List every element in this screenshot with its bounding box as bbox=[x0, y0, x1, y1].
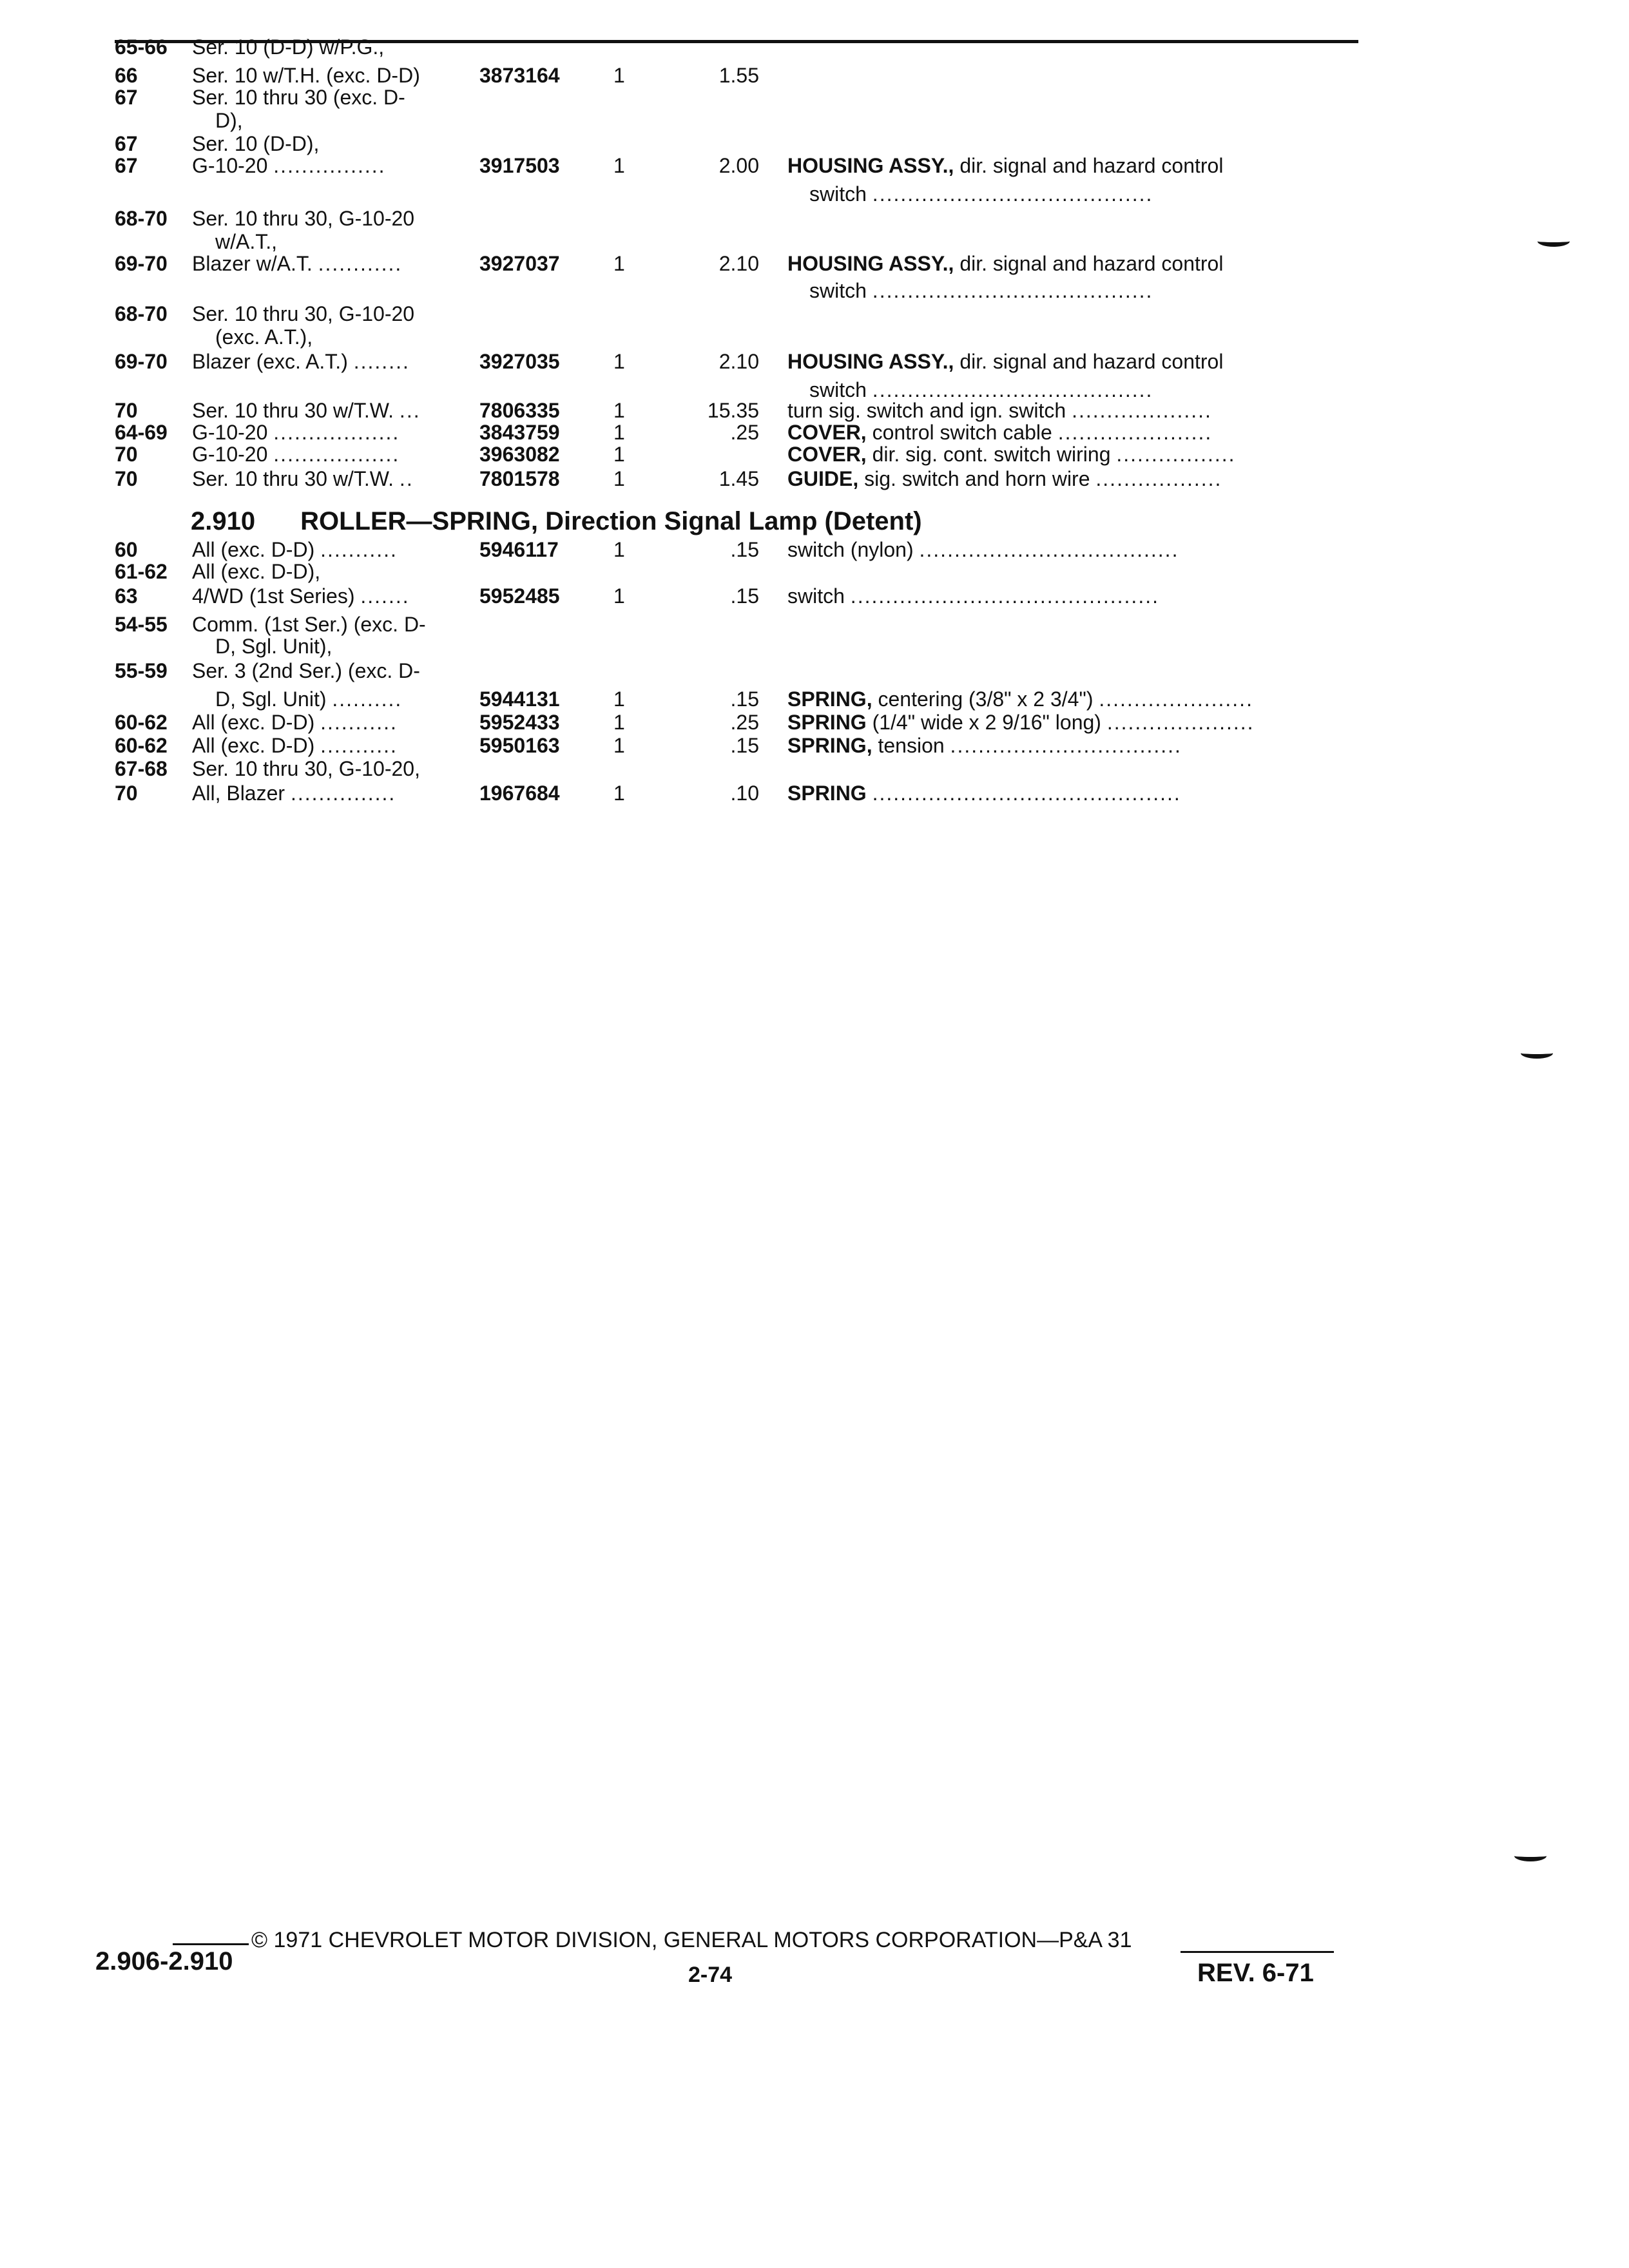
year-cell: 67 bbox=[115, 132, 138, 155]
part-row bbox=[0, 398, 1629, 423]
quantity-cell: 1 bbox=[613, 467, 625, 490]
dot-leader: .......... bbox=[332, 687, 403, 711]
part-row bbox=[0, 733, 1629, 758]
description-text: switch bbox=[787, 584, 845, 608]
part-row bbox=[0, 466, 1629, 491]
year-cell: 60-62 bbox=[115, 734, 168, 757]
application-cell bbox=[215, 687, 402, 711]
description-text: switch bbox=[809, 279, 867, 302]
description-text: turn sig. switch and ign. switch bbox=[787, 399, 1066, 422]
dot-leader: ........................................ bbox=[872, 182, 1153, 206]
application-text: 4/WD (1st Series) bbox=[192, 584, 355, 608]
year-cell: 67 bbox=[115, 86, 138, 109]
footer-section-range: 2.906-2.910 bbox=[95, 1947, 233, 1975]
year-cell: 66 bbox=[115, 64, 138, 87]
year-cell: 54-55 bbox=[115, 613, 168, 636]
part-row bbox=[0, 108, 1629, 133]
application-cell bbox=[192, 398, 421, 423]
application-text: Ser. 10 thru 30 w/T.W. bbox=[192, 399, 394, 422]
price-cell: 15.35 bbox=[707, 399, 759, 422]
dot-leader: .................. bbox=[273, 421, 400, 444]
part-row bbox=[0, 206, 1629, 231]
part-number-cell: 7806335 bbox=[479, 399, 560, 422]
footer-copyright: © 1971 CHEVROLET MOTOR DIVISION, GENERAL MOTORS CORPORATION—P&A 31 bbox=[251, 1928, 1132, 1952]
description-text: dir. signal and hazard control bbox=[959, 350, 1224, 373]
footer-revision: REV. 6-71 bbox=[1197, 1959, 1314, 1987]
punch-mark bbox=[1537, 236, 1570, 247]
application-cell: All (exc. D-D), bbox=[192, 560, 321, 583]
description-cell bbox=[787, 781, 1181, 805]
quantity-cell: 1 bbox=[613, 154, 625, 177]
quantity-cell: 1 bbox=[613, 734, 625, 757]
part-name: SPRING, bbox=[787, 734, 872, 757]
dot-leader: ..................................... bbox=[919, 538, 1179, 561]
application-text: Blazer w/A.T. bbox=[192, 252, 313, 275]
year-cell: 70 bbox=[115, 399, 138, 422]
dot-leader: .................... bbox=[1072, 399, 1212, 422]
application-cell bbox=[192, 584, 410, 608]
dot-leader: ...................... bbox=[1099, 687, 1253, 711]
parts-list bbox=[0, 0, 1629, 902]
application-cell bbox=[192, 710, 398, 735]
price-cell: 1.45 bbox=[718, 467, 759, 490]
dot-leader: ........ bbox=[353, 350, 410, 373]
footer-rule-right bbox=[1181, 1951, 1334, 1953]
description-text: dir. signal and hazard control bbox=[959, 252, 1224, 275]
part-row bbox=[0, 35, 1629, 59]
description-cell bbox=[809, 278, 1153, 303]
quantity-cell: 1 bbox=[613, 421, 625, 444]
quantity-cell: 1 bbox=[613, 64, 625, 87]
application-text: G-10-20 bbox=[192, 154, 268, 177]
footer-page-number: 2-74 bbox=[688, 1963, 733, 1987]
application-text: All (exc. D-D) bbox=[192, 734, 315, 757]
application-cell: Ser. 10 (D-D) w/P.G., bbox=[192, 35, 385, 59]
part-row bbox=[0, 634, 1629, 658]
footer-rule-left bbox=[173, 1943, 249, 1945]
part-number-cell: 5952485 bbox=[479, 584, 560, 608]
part-number-cell: 3927037 bbox=[479, 252, 560, 275]
application-text: Ser. 10 thru 30 w/T.W. bbox=[192, 467, 394, 490]
application-cell: Comm. (1st Ser.) (exc. D- bbox=[192, 613, 426, 636]
description-cell bbox=[787, 442, 1236, 466]
application-cell bbox=[192, 349, 410, 374]
application-text: D, Sgl. Unit) bbox=[215, 687, 327, 711]
part-number-cell: 3917503 bbox=[479, 154, 560, 177]
dot-leader: ........... bbox=[320, 538, 398, 561]
application-text: All (exc. D-D) bbox=[192, 538, 315, 561]
application-cell: D), bbox=[215, 109, 243, 132]
year-cell: 55-59 bbox=[115, 659, 168, 682]
dot-leader: ........... bbox=[320, 711, 398, 734]
description-text: control switch cable bbox=[872, 421, 1052, 444]
year-cell: 68-70 bbox=[115, 207, 168, 230]
description-cell bbox=[787, 398, 1212, 423]
description-cell bbox=[787, 466, 1222, 491]
year-cell: 60-62 bbox=[115, 711, 168, 734]
application-text: All, Blazer bbox=[192, 782, 285, 805]
description-text: switch bbox=[809, 378, 867, 401]
part-row bbox=[0, 781, 1629, 805]
dot-leader: ....... bbox=[360, 584, 410, 608]
part-row bbox=[0, 420, 1629, 445]
description-cell bbox=[809, 182, 1153, 206]
price-cell: 2.10 bbox=[718, 350, 759, 373]
description-text: (1/4" wide x 2 9/16" long) bbox=[872, 711, 1101, 734]
application-cell: w/A.T., bbox=[215, 230, 278, 253]
part-name: SPRING, bbox=[787, 687, 872, 711]
application-cell bbox=[192, 442, 400, 466]
year-cell: 69-70 bbox=[115, 252, 168, 275]
price-cell: .15 bbox=[730, 538, 759, 561]
description-text: sig. switch and horn wire bbox=[864, 467, 1090, 490]
description-cell bbox=[787, 537, 1179, 562]
application-cell bbox=[192, 466, 414, 491]
part-row bbox=[0, 251, 1629, 276]
dot-leader: ........................................ bbox=[872, 378, 1153, 401]
description-cell bbox=[787, 710, 1255, 735]
part-row bbox=[0, 658, 1629, 683]
punch-mark bbox=[1514, 1850, 1547, 1861]
part-row bbox=[0, 756, 1629, 781]
year-cell: 65-66 bbox=[115, 35, 168, 59]
application-cell bbox=[192, 733, 398, 758]
year-cell: 64-69 bbox=[115, 421, 168, 444]
description-cell bbox=[787, 733, 1182, 758]
part-row bbox=[0, 584, 1629, 608]
description-text: dir. sig. cont. switch wiring bbox=[872, 443, 1111, 466]
application-cell: Ser. 10 thru 30, G-10-20, bbox=[192, 757, 420, 780]
application-cell: Ser. 10 thru 30, G-10-20 bbox=[192, 302, 415, 325]
part-row bbox=[0, 325, 1629, 349]
application-cell: Ser. 10 w/T.H. (exc. D-D) bbox=[192, 64, 420, 87]
dot-leader: ............................................ bbox=[872, 782, 1181, 805]
dot-leader: ...................... bbox=[1057, 421, 1213, 444]
quantity-cell: 1 bbox=[613, 538, 625, 561]
dot-leader: .................. bbox=[1095, 467, 1222, 490]
application-cell bbox=[192, 781, 396, 805]
price-cell: .15 bbox=[730, 734, 759, 757]
dot-leader: ............ bbox=[318, 252, 403, 275]
part-number-cell: 7801578 bbox=[479, 467, 560, 490]
part-row bbox=[0, 63, 1629, 88]
price-cell: 2.00 bbox=[718, 154, 759, 177]
description-cell bbox=[787, 584, 1159, 608]
part-number-cell: 3843759 bbox=[479, 421, 560, 444]
description-cell bbox=[787, 349, 1223, 374]
part-number-cell: 3963082 bbox=[479, 443, 560, 466]
application-cell: Ser. 3 (2nd Ser.) (exc. D- bbox=[192, 659, 420, 682]
quantity-cell: 1 bbox=[613, 711, 625, 734]
part-row bbox=[0, 612, 1629, 637]
section-heading bbox=[191, 506, 922, 536]
application-text: All (exc. D-D) bbox=[192, 711, 315, 734]
dot-leader: ............... bbox=[290, 782, 396, 805]
part-row bbox=[0, 153, 1629, 178]
application-cell bbox=[192, 251, 402, 276]
dot-leader: ........................................ bbox=[872, 279, 1153, 302]
application-text: G-10-20 bbox=[192, 443, 268, 466]
part-row bbox=[0, 278, 1629, 303]
year-cell: 69-70 bbox=[115, 350, 168, 373]
section-number: 2.910 bbox=[191, 507, 256, 535]
application-text: Blazer (exc. A.T.) bbox=[192, 350, 348, 373]
application-cell bbox=[192, 537, 398, 562]
part-row bbox=[0, 710, 1629, 735]
part-row bbox=[0, 182, 1629, 206]
year-cell: 70 bbox=[115, 467, 138, 490]
quantity-cell: 1 bbox=[613, 782, 625, 805]
part-row bbox=[0, 349, 1629, 374]
part-name: HOUSING ASSY., bbox=[787, 252, 954, 275]
part-row bbox=[0, 85, 1629, 110]
price-cell: .15 bbox=[730, 687, 759, 711]
application-cell bbox=[192, 420, 400, 445]
dot-leader: .................. bbox=[273, 443, 400, 466]
part-row bbox=[0, 302, 1629, 326]
year-cell: 60 bbox=[115, 538, 138, 561]
year-cell: 67 bbox=[115, 154, 138, 177]
quantity-cell: 1 bbox=[613, 252, 625, 275]
dot-leader: ................................. bbox=[950, 734, 1182, 757]
part-name: COVER, bbox=[787, 421, 867, 444]
application-cell: Ser. 10 thru 30 (exc. D- bbox=[192, 86, 405, 109]
price-cell: .25 bbox=[730, 711, 759, 734]
application-text: G-10-20 bbox=[192, 421, 268, 444]
part-number-cell: 5944131 bbox=[479, 687, 560, 711]
dot-leader: ... bbox=[399, 399, 421, 422]
part-name: COVER, bbox=[787, 443, 867, 466]
year-cell: 68-70 bbox=[115, 302, 168, 325]
description-cell bbox=[787, 420, 1212, 445]
part-number-cell: 5950163 bbox=[479, 734, 560, 757]
price-cell: 1.55 bbox=[718, 64, 759, 87]
year-cell: 70 bbox=[115, 443, 138, 466]
part-name: HOUSING ASSY., bbox=[787, 350, 954, 373]
part-row bbox=[0, 559, 1629, 584]
part-number-cell: 5946117 bbox=[479, 538, 559, 561]
section-title: ROLLER—SPRING, Direction Signal Lamp (Detent) bbox=[300, 507, 922, 535]
price-cell: .25 bbox=[730, 421, 759, 444]
description-cell bbox=[787, 687, 1253, 711]
part-number-cell: 3927035 bbox=[479, 350, 560, 373]
part-row bbox=[0, 131, 1629, 156]
year-cell: 67-68 bbox=[115, 757, 168, 780]
part-number-cell: 3873164 bbox=[479, 64, 560, 87]
description-text: switch bbox=[809, 182, 867, 206]
part-row bbox=[0, 442, 1629, 466]
dot-leader: ................. bbox=[1116, 443, 1236, 466]
description-text: centering (3/8" x 2 3/4") bbox=[878, 687, 1094, 711]
quantity-cell: 1 bbox=[613, 350, 625, 373]
application-cell: Ser. 10 thru 30, G-10-20 bbox=[192, 207, 415, 230]
part-name: HOUSING ASSY., bbox=[787, 154, 954, 177]
quantity-cell: 1 bbox=[613, 443, 625, 466]
application-cell: Ser. 10 (D-D), bbox=[192, 132, 320, 155]
description-text: switch (nylon) bbox=[787, 538, 914, 561]
price-cell: 2.10 bbox=[718, 252, 759, 275]
part-row bbox=[0, 229, 1629, 254]
description-cell bbox=[787, 153, 1223, 178]
description-text: tension bbox=[878, 734, 945, 757]
dot-leader: ........... bbox=[320, 734, 398, 757]
description-cell bbox=[787, 251, 1223, 276]
application-cell: D, Sgl. Unit), bbox=[215, 635, 333, 658]
quantity-cell: 1 bbox=[613, 584, 625, 608]
year-cell: 61-62 bbox=[115, 560, 168, 583]
part-name: GUIDE, bbox=[787, 467, 859, 490]
dot-leader: ................ bbox=[273, 154, 386, 177]
dot-leader: ..................... bbox=[1106, 711, 1255, 734]
part-number-cell: 1967684 bbox=[479, 782, 560, 805]
application-cell: (exc. A.T.), bbox=[215, 325, 313, 349]
year-cell: 70 bbox=[115, 782, 138, 805]
part-row bbox=[0, 687, 1629, 711]
quantity-cell: 1 bbox=[613, 399, 625, 422]
part-row bbox=[0, 537, 1629, 562]
year-cell: 63 bbox=[115, 584, 138, 608]
description-text: dir. signal and hazard control bbox=[959, 154, 1224, 177]
price-cell: .10 bbox=[730, 782, 759, 805]
part-number-cell: 5952433 bbox=[479, 711, 560, 734]
part-name: SPRING bbox=[787, 782, 867, 805]
punch-mark bbox=[1521, 1048, 1553, 1059]
dot-leader: ............................................ bbox=[850, 584, 1159, 608]
part-name: SPRING bbox=[787, 711, 867, 734]
price-cell: .15 bbox=[730, 584, 759, 608]
quantity-cell: 1 bbox=[613, 687, 625, 711]
dot-leader: .. bbox=[399, 467, 414, 490]
application-cell bbox=[192, 153, 386, 178]
